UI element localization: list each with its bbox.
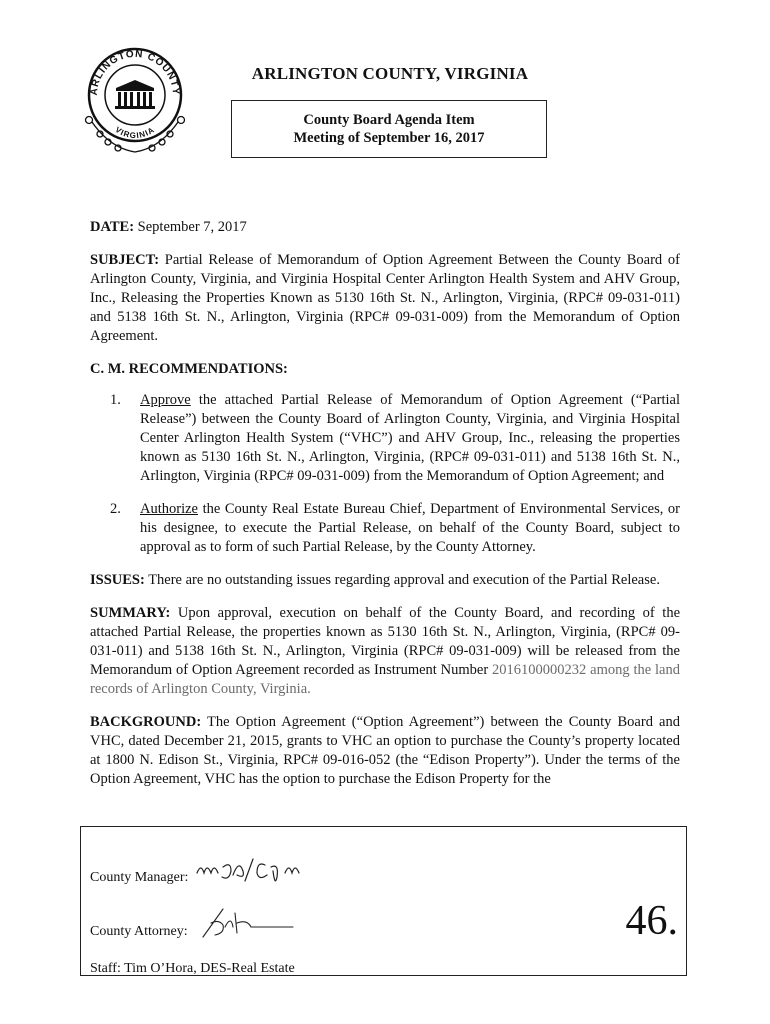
agenda-item-number: 46. (625, 898, 678, 944)
recommendation-text: the County Real Estate Bureau Chief, Department of Environmental Services, or his designee, to execute the Partial Release, on behalf of the County Board, subject to approval as to form of such Partial Release, by the County Attorney. (140, 501, 680, 555)
seal-bottom-text: VIRGINIA (113, 125, 157, 141)
summary-faded-text: 2016100000232 among the land records of Arlington County, Virginia. (90, 662, 680, 697)
recommendation-text: the attached Partial Release of Memorandum of Option Agreement (“Partial Release”) between the County Board of Arlington County, Virginia, and Virginia Hospital Center Arlington Health System (“VHC”) and AHV Group, Inc., releasing the properties known as 5130 16th St. N., Arlington, Virginia, (RPC# 09-031-011) and 5138 16th St. N., Arlington, Virginia (RPC# 09-031-009) from the Memorandum of Option Agreement; and (140, 392, 680, 484)
county-heading: ARLINGTON COUNTY, VIRGINIA (251, 64, 529, 83)
county-seal (80, 40, 190, 160)
background-label: BACKGROUND: (90, 714, 202, 730)
meeting-date: Meeting of September 16, 2017 (293, 130, 485, 146)
agenda-header-box (231, 100, 547, 158)
agenda-title: County Board Agenda Item (303, 112, 475, 128)
subject-section (90, 251, 680, 346)
subject-text: Partial Release of Memorandum of Option Agreement Between the County Board of Arlington County, Virginia, and Virginia Hospital Center Arlington Health System and AHV Group, Inc., Releasing the Properties Known as 5130 16th St. N., Arlington, Virginia, (RPC# 09-031-011) and 5138 16th St. N., Arlington, Virginia (RPC# 09-031-009) from the Memorandum of Option Agreement. (90, 252, 680, 344)
county-attorney-label: County Attorney: (90, 924, 188, 939)
recommendations-heading (90, 360, 680, 379)
county-attorney-signature (193, 903, 303, 947)
issues-text: There are no outstanding issues regarding approval and execution of the Partial Release. (148, 572, 660, 588)
staff-line: Staff: Tim O’Hora, DES-Real Estate (90, 961, 295, 976)
recommendations-label: C. M. RECOMMENDATIONS: (90, 361, 288, 377)
seal-top-text: ARLINGTON COUNTY (88, 48, 182, 96)
building-icon (115, 80, 155, 109)
item-number-2: 2. (110, 501, 121, 517)
issues-section (90, 571, 680, 590)
date-section (90, 218, 680, 237)
background-text: The Option Agreement (“Option Agreement”) between the County Board and VHC, dated December 21, 2015, grants to VHC an option to purchase the County’s property located at 1800 N. Edison St., Virginia, RPC# 09-016-052 (the “Edison Property”). Under the terms of the Option Agreement, VHC has the option to purchase the Edison Property for the (90, 714, 680, 787)
agenda-body (90, 218, 680, 803)
authorize-verb: Authorize (140, 501, 198, 517)
approve-verb: Approve (140, 392, 191, 408)
county-manager-label: County Manager: (90, 870, 189, 885)
county-manager-initials-signature (193, 845, 333, 887)
list-item (110, 500, 680, 557)
recommendations-list (90, 391, 680, 557)
background-section (90, 713, 680, 789)
summary-section (90, 604, 680, 699)
date-label: DATE: (90, 219, 135, 235)
issues-label: ISSUES: (90, 572, 145, 588)
summary-label: SUMMARY: (90, 605, 171, 621)
item-number-1: 1. (110, 392, 121, 408)
date-value: September 7, 2017 (137, 219, 247, 235)
summary-text: Upon approval, execution on behalf of the County Board, and recording of the attached Partial Release, the properties known as 5130 16th St. N., Arlington, Virginia, (RPC# 09-031-011) and 5138 16th St. N., Arlington, Virginia (RPC# 09-031-009) will be released from the Memorandum of Option Agreement recorded as Instrument Number (90, 605, 681, 678)
signature-box (80, 826, 687, 976)
subject-label: SUBJECT: (90, 252, 160, 268)
list-item (110, 391, 680, 486)
